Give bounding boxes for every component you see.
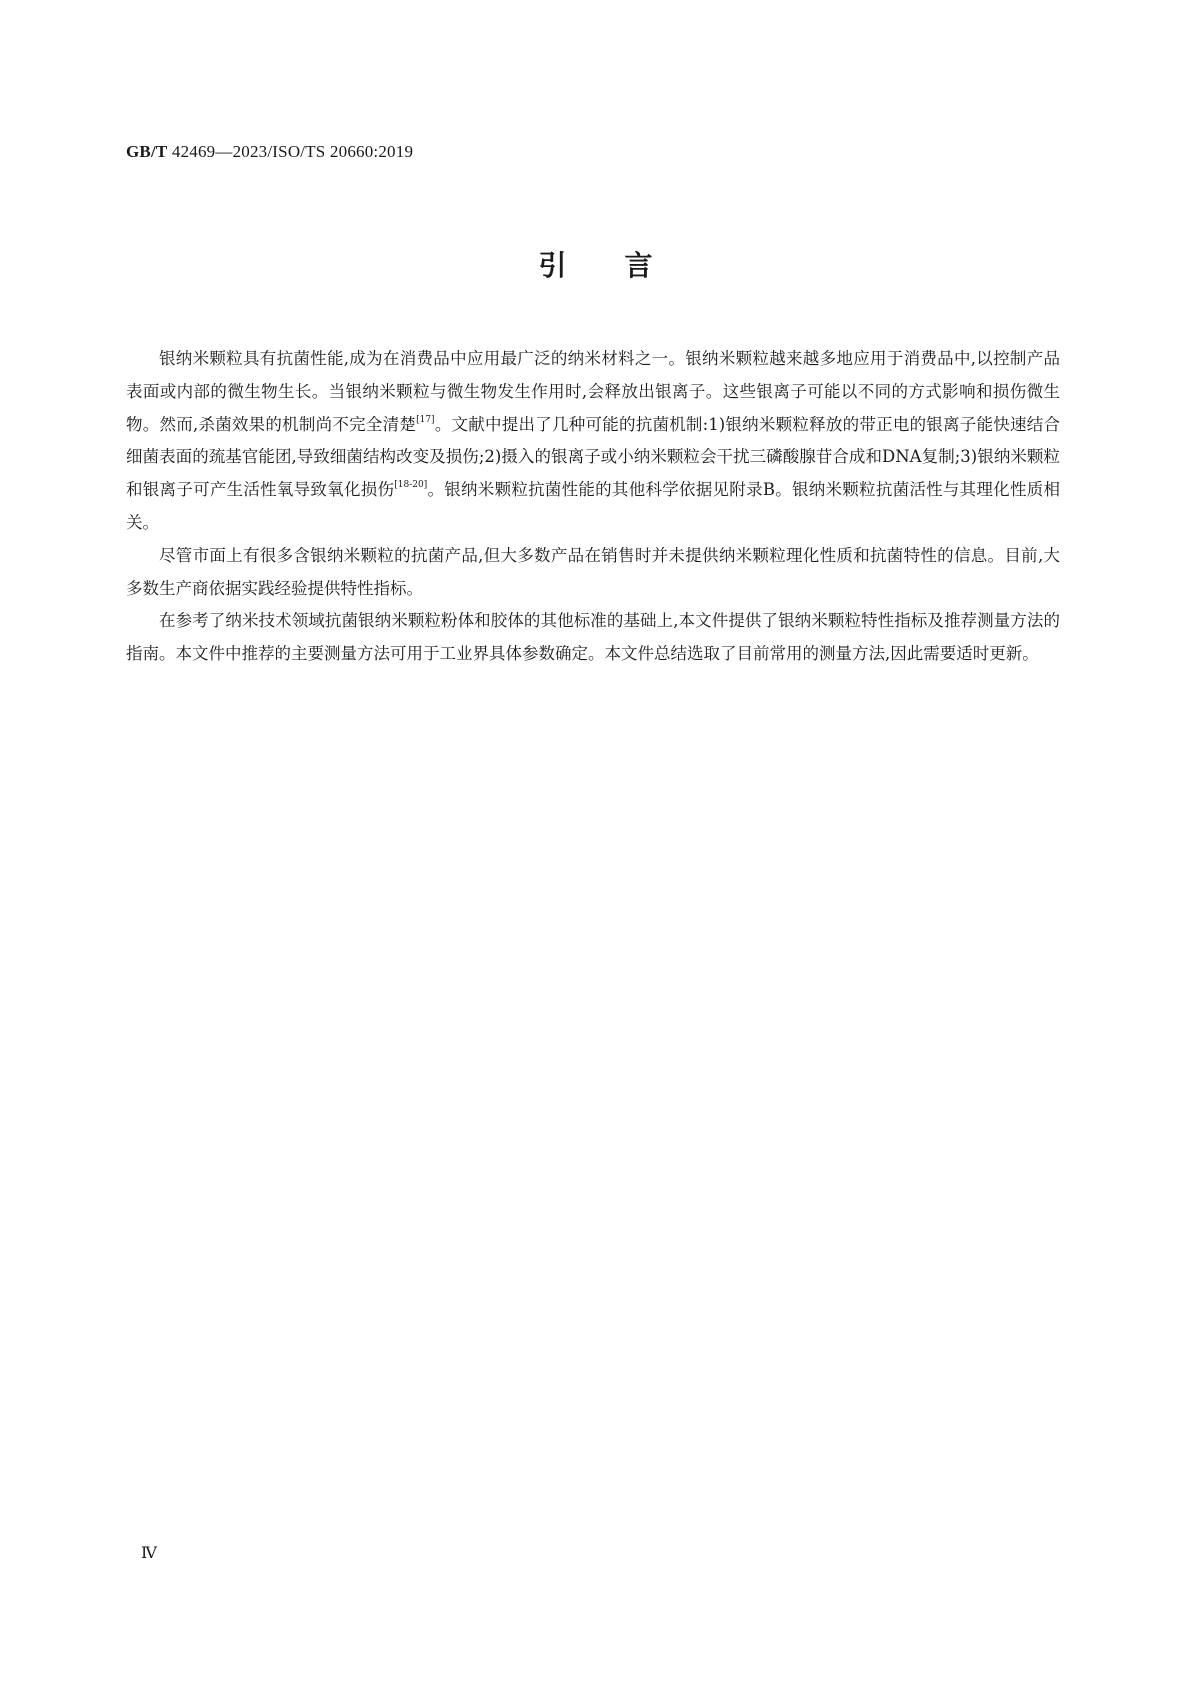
text-segment: 尽管市面上有很多含银纳米颗粒的抗菌产品,但大多数产品在销售时并未提供纳米颗粒理化性质和抗菌特性的信息。目前,大多数生产商依据实践经验提供特性指标。 [126, 545, 1060, 598]
paragraph-3 [126, 605, 1060, 671]
text-segment: 在参考了纳米技术领域抗菌银纳米颗粒粉体和胶体的其他标准的基础上,本文件提供了银纳米颗粒特性指标及推荐测量方法的指南。本文件中推荐的主要测量方法可用于工业界具体参数确定。本文件总结选取了目前常用的测量方法,因此需要适时更新。 [126, 611, 1060, 664]
text-segment: 。银纳米颗粒抗菌性能的其他科学依据见附录B。银纳米颗粒抗菌活性与其理化性质相关。 [126, 480, 1060, 532]
citation-ref: [17] [416, 414, 435, 425]
page-number: Ⅳ [141, 1545, 157, 1562]
document-code-number: 42469—2023/ISO/TS 20660:2019 [167, 142, 414, 161]
paragraph-1 [126, 343, 1060, 540]
text-segment: 。文献中提出了几种可能的抗菌机制:1)银纳米颗粒释放的带正电的银离子能快速结合细菌表面的巯基官能团,导致细菌结构改变及损伤;2)摄入的银离子或小纳米颗粒会干扰三磷酸腺苷合成和DNA复制;3)银纳米颗粒和银离子可产生活性氧导致氧化损伤 [126, 414, 1060, 500]
introduction-body [126, 343, 1060, 671]
text-segment: 银纳米颗粒具有抗菌性能,成为在消费品中应用最广泛的纳米材料之一。银纳米颗粒越来越多地应用于消费品中,以控制产品表面或内部的微生物生长。当银纳米颗粒与微生物发生作用时,会释放出银离子。这些银离子可能以不同的方式影响和损伤微生物。然而,杀菌效果的机制尚不完全清楚 [126, 349, 1060, 434]
paragraph-2 [126, 540, 1060, 606]
citation-ref: [18-20] [394, 480, 428, 491]
document-code-prefix: GB/T [126, 142, 168, 161]
document-code [126, 142, 413, 162]
page-title: 引言 [538, 249, 711, 282]
